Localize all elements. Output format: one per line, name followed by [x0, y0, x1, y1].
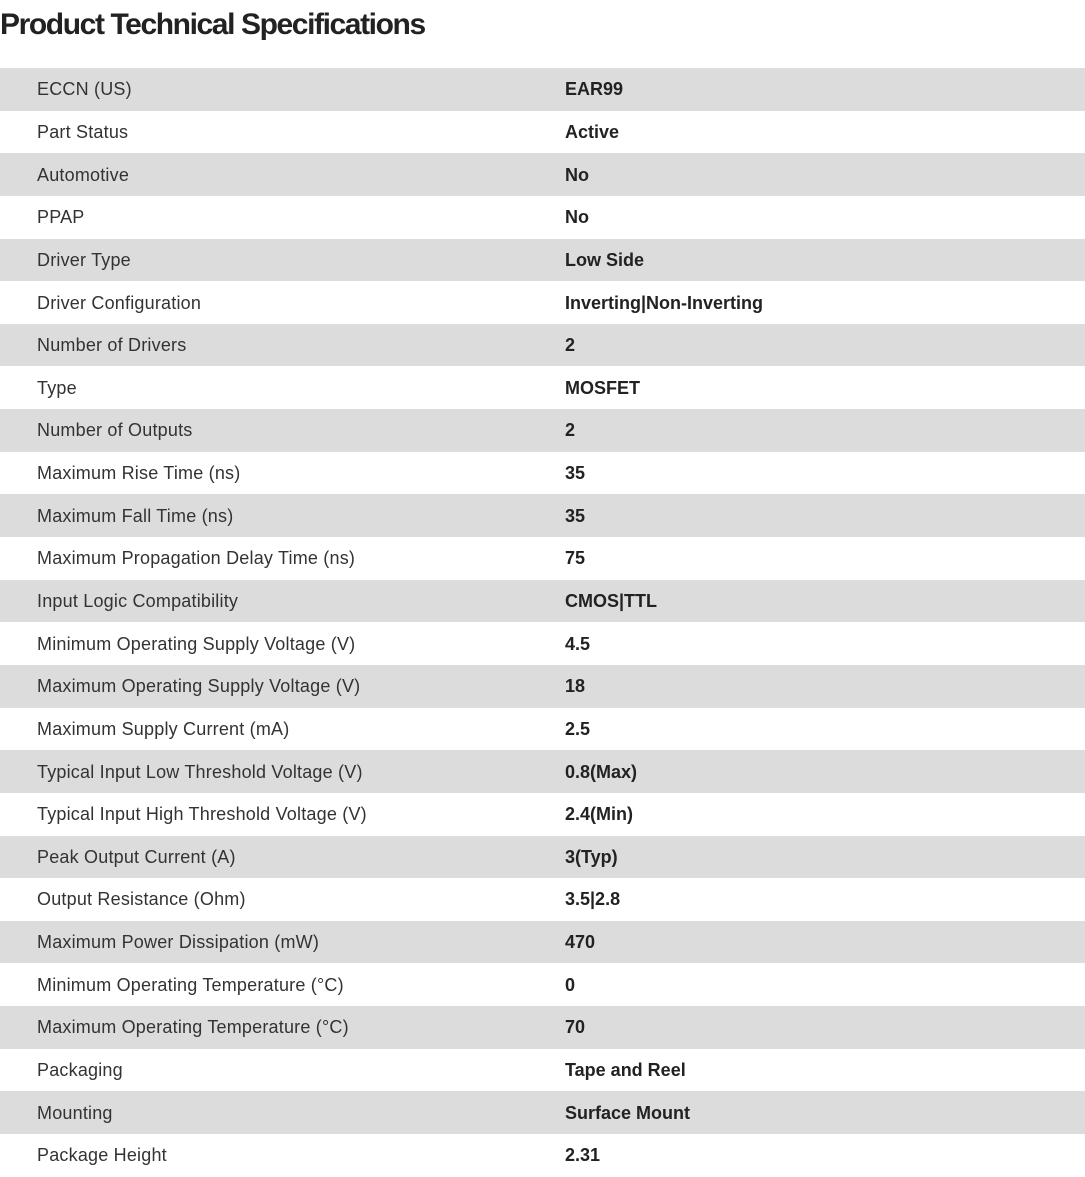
spec-label: Peak Output Current (A) [37, 846, 236, 867]
table-row [0, 708, 1085, 751]
page-title: Product Technical Specifications [0, 8, 425, 41]
spec-value: 70 [565, 1017, 586, 1038]
spec-label: Automotive [37, 164, 130, 185]
table-row [0, 452, 1085, 495]
spec-value: Active [565, 121, 620, 142]
spec-value: MOSFET [565, 377, 640, 398]
spec-label: Maximum Rise Time (ns) [37, 463, 241, 484]
table-row [0, 580, 1085, 623]
spec-value: 2 [565, 335, 576, 356]
spec-label: Typical Input Low Threshold Voltage (V) [37, 761, 363, 782]
spec-value: 75 [565, 548, 586, 569]
spec-label: Maximum Propagation Delay Time (ns) [37, 548, 356, 569]
table-row [0, 836, 1085, 879]
spec-value: 470 [565, 932, 596, 953]
spec-label: ECCN (US) [37, 79, 132, 100]
table-row [0, 878, 1085, 921]
spec-value: 0.8(Max) [565, 761, 638, 782]
spec-label: Maximum Power Dissipation (mW) [37, 932, 320, 953]
table-row [0, 68, 1085, 111]
spec-label: Packaging [37, 1060, 123, 1081]
spec-table-body [0, 68, 1085, 1177]
spec-label: Number of Drivers [37, 335, 187, 356]
table-row [0, 409, 1085, 452]
spec-label: PPAP [37, 207, 85, 228]
spec-value: Low Side [565, 249, 645, 270]
spec-table [0, 68, 1085, 1177]
table-row [0, 1091, 1085, 1134]
spec-label: Output Resistance (Ohm) [37, 889, 246, 910]
table-row [0, 153, 1085, 196]
table-row [0, 622, 1085, 665]
spec-value: 0 [565, 974, 576, 995]
table-row [0, 665, 1085, 708]
spec-label: Driver Configuration [37, 292, 202, 313]
spec-label: Minimum Operating Temperature (°C) [37, 974, 344, 995]
table-row [0, 963, 1085, 1006]
spec-label: Type [37, 377, 77, 398]
spec-value: 35 [565, 463, 586, 484]
table-row [0, 921, 1085, 964]
spec-label: Mounting [37, 1102, 113, 1123]
spec-value: 2.31 [565, 1145, 601, 1166]
spec-label: Part Status [37, 121, 129, 142]
spec-value: Inverting|Non-Inverting [565, 292, 764, 313]
spec-label: Typical Input High Threshold Voltage (V) [37, 804, 367, 825]
table-row [0, 494, 1085, 537]
spec-label: Package Height [37, 1145, 167, 1166]
spec-value: 35 [565, 505, 586, 526]
table-row [0, 239, 1085, 282]
table-row [0, 1134, 1085, 1177]
spec-label: Maximum Operating Temperature (°C) [37, 1017, 349, 1038]
table-row [0, 196, 1085, 239]
spec-label: Minimum Operating Supply Voltage (V) [37, 633, 356, 654]
table-row [0, 281, 1085, 324]
spec-value: No [565, 164, 589, 185]
spec-label: Number of Outputs [37, 420, 193, 441]
spec-value: 3.5|2.8 [565, 889, 621, 910]
table-row [0, 537, 1085, 580]
spec-label: Maximum Fall Time (ns) [37, 505, 234, 526]
spec-label: Maximum Operating Supply Voltage (V) [37, 676, 361, 697]
table-row [0, 1006, 1085, 1049]
spec-value: 18 [565, 676, 586, 697]
spec-label: Maximum Supply Current (mA) [37, 718, 290, 739]
table-row [0, 111, 1085, 154]
spec-label: Driver Type [37, 249, 131, 270]
spec-value: 2.5 [565, 718, 591, 739]
spec-value: 4.5 [565, 633, 591, 654]
spec-value: 2 [565, 420, 576, 441]
table-row [0, 750, 1085, 793]
spec-value: No [565, 207, 589, 228]
table-row [0, 1049, 1085, 1092]
spec-label: Input Logic Compatibility [37, 591, 239, 611]
spec-value: Surface Mount [565, 1102, 691, 1123]
table-row [0, 324, 1085, 367]
spec-value: 2.4(Min) [565, 804, 634, 825]
spec-value: 3(Typ) [565, 846, 618, 867]
table-row [0, 366, 1085, 409]
table-row [0, 793, 1085, 836]
spec-value: CMOS|TTL [565, 591, 658, 611]
spec-value: EAR99 [565, 79, 624, 100]
spec-value: Tape and Reel [565, 1060, 686, 1081]
